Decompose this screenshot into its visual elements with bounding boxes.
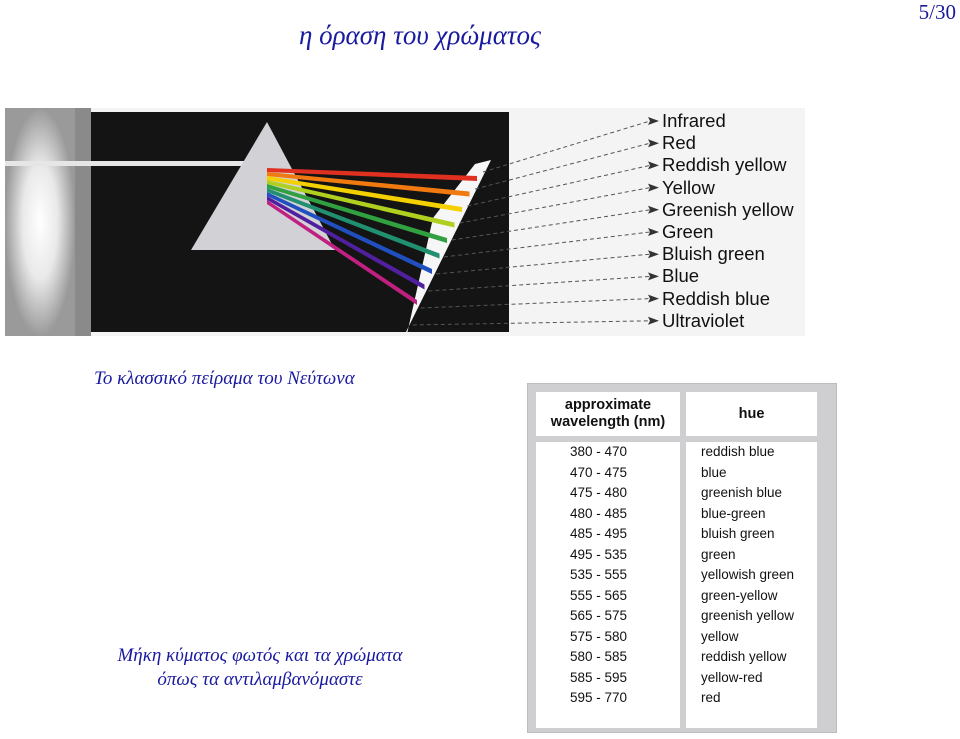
arrowhead	[648, 139, 659, 147]
header-wavelength	[536, 392, 680, 436]
page-number: 5/30	[918, 0, 956, 24]
spectrum-label-list	[662, 110, 852, 332]
hue-cell: greenish blue	[701, 485, 783, 500]
hue-cell: yellow	[701, 628, 739, 644]
wavelength-cell: 575 - 580	[570, 628, 628, 644]
wavelength-caption-line2: όπως τα αντιλαμβανόμαστε	[157, 669, 363, 690]
slide-title: η όραση του χρώματος	[298, 20, 542, 50]
hue-cell: blue-green	[701, 505, 766, 521]
arrowhead	[648, 228, 659, 236]
spectrum-label: Blue	[662, 265, 700, 287]
spectrum-label: Infrared	[662, 110, 726, 131]
hue-column	[686, 442, 817, 728]
wavelength-hue-table	[527, 383, 837, 733]
wavelength-cell: 485 - 495	[570, 526, 628, 541]
wavelength-cell: 565 - 575	[570, 608, 628, 623]
wavelength-cell: 580 - 585	[570, 649, 628, 664]
spectrum-label: Reddish yellow	[662, 154, 787, 176]
wavelength-cell: 535 - 555	[570, 567, 628, 582]
wavelength-cell: 475 - 480	[570, 485, 628, 500]
hue-cell: blue	[701, 464, 727, 480]
spectrum-label: Greenish yellow	[662, 198, 794, 220]
hue-cell: red	[701, 690, 721, 705]
light-source-glow	[5, 108, 75, 336]
newton-caption: Το κλασσικό πείραμα του Νεύτωνα	[94, 368, 355, 389]
arrowhead	[648, 295, 659, 303]
wavelength-cell: 555 - 565	[570, 587, 628, 603]
spectrum-label: Yellow	[662, 176, 715, 198]
hue-cell: green-yellow	[701, 587, 778, 603]
hue-cell: green	[701, 546, 736, 562]
header-wavelength-line1: approximate	[564, 397, 652, 413]
wavelength-cell: 495 - 535	[570, 546, 628, 562]
white-light-beam	[5, 161, 267, 166]
wavelength-cell: 480 - 485	[570, 505, 628, 521]
wavelength-caption	[80, 644, 440, 692]
spectrum-label: Red	[662, 132, 696, 154]
hue-cell: yellow-red	[701, 669, 763, 685]
arrowhead	[648, 317, 659, 325]
wavelength-caption-line1: Μήκη κύματος φωτός και τα χρώματα	[117, 645, 403, 666]
header-wavelength-line2: wavelength (nm)	[550, 414, 666, 430]
hue-cell: greenish yellow	[701, 608, 795, 623]
wavelength-cell: 380 - 470	[570, 444, 628, 459]
arrowhead	[648, 117, 659, 125]
spectrum-label: Ultraviolet	[662, 309, 745, 331]
hue-cell: bluish green	[701, 526, 775, 541]
arrowhead	[648, 250, 659, 258]
arrowhead	[648, 161, 659, 169]
arrowhead	[648, 184, 659, 192]
wavelength-cell: 595 - 770	[570, 690, 628, 705]
spectrum-label: Green	[662, 221, 714, 243]
wavelength-cell: 585 - 595	[570, 669, 628, 685]
wavelength-cell: 470 - 475	[570, 464, 628, 480]
hue-cell: reddish blue	[701, 444, 775, 459]
hue-cell: yellowish green	[701, 567, 795, 582]
arrowhead	[648, 272, 659, 280]
wavelength-column	[536, 442, 680, 728]
spectrum-label: Reddish blue	[662, 287, 770, 309]
hue-cell: reddish yellow	[701, 649, 787, 664]
spectrum-label: Bluish green	[662, 243, 765, 265]
arrowhead	[648, 206, 659, 214]
header-hue: hue	[686, 392, 817, 436]
